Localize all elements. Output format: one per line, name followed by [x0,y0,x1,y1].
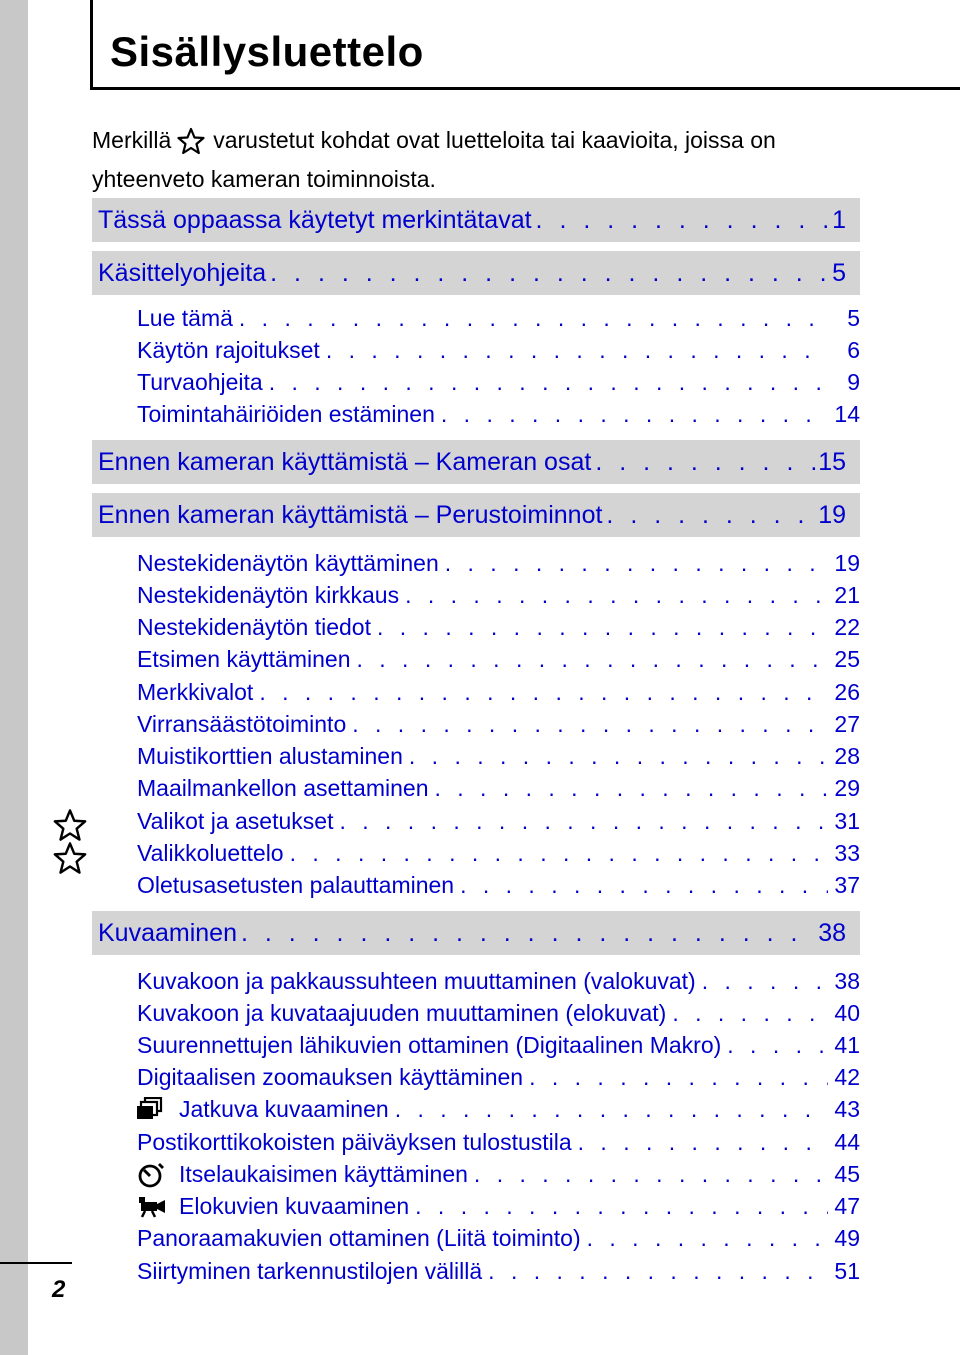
toc-page: 49 [834,1224,860,1251]
leader-dots [488,1258,828,1285]
star-outline-icon [177,127,205,163]
page-title: Sisällysluettelo [110,28,424,75]
toc-page: 44 [834,1128,860,1155]
toc-label: Merkkivalot [137,678,254,705]
leader-dots [415,1193,828,1220]
toc-page: 19 [818,500,846,529]
toc-label: Käytön rajoitukset [137,336,320,363]
toc-page: 28 [834,742,860,769]
leader-dots [529,1064,828,1091]
leader-dots [269,369,828,396]
toc-page: 42 [834,1063,860,1090]
toc-item[interactable] [137,579,860,611]
toc-label: Panoraamakuvien ottaminen (Liitä toiminto) [137,1224,581,1251]
toc-page: 43 [834,1095,860,1122]
toc-item[interactable] [137,676,860,708]
toc-page: 38 [818,918,846,947]
toc-page: 5 [847,304,860,331]
toc-label: Valikkoluettelo [137,839,284,866]
leader-dots [326,337,828,364]
toc-page: 47 [834,1192,860,1219]
leader-dots [239,305,828,332]
toc-label: Kuvakoon ja kuvataajuuden muuttaminen (elokuvat) [137,999,667,1026]
intro-text-end: varustetut kohdat ovat luetteloita tai kaavioita, joissa on yhteenveto kameran toiminnoista. [92,127,776,192]
continuous-shooting-icon [137,1097,167,1121]
toc-item[interactable] [137,1158,860,1190]
leader-dots [339,808,828,835]
toc-page: 26 [834,678,860,705]
leader-dots [587,1225,828,1252]
leader-dots [435,775,829,802]
leader-dots [702,968,828,995]
toc-label: Nestekidenäytön kirkkaus [137,581,400,608]
toc-item[interactable] [137,965,860,997]
leader-dots [356,646,828,673]
toc-item[interactable] [137,1061,860,1093]
toc-section-basic-operations[interactable] [92,493,860,537]
toc-label: Turvaohjeita [137,368,263,395]
toc-label: Ennen kameran käyttämistä – Perustoiminnot [98,500,603,529]
toc-page: 41 [834,1031,860,1058]
toc-page: 45 [834,1160,860,1187]
toc-item[interactable] [137,611,860,643]
toc-page: 51 [834,1257,860,1284]
toc-page: 27 [834,710,860,737]
toc-page: 1 [832,205,846,234]
toc-page: 33 [834,839,860,866]
toc-item[interactable] [137,1029,860,1061]
toc-page: 5 [832,258,846,287]
toc-section-camera-parts[interactable] [92,440,860,484]
leader-dots [474,1161,828,1188]
star-outline-icon [52,841,88,880]
toc-item[interactable] [137,1255,860,1287]
self-timer-icon [137,1162,167,1186]
leader-dots [259,679,828,706]
toc-item[interactable] [137,643,860,675]
toc-item[interactable] [137,302,860,334]
toc-item[interactable] [137,869,860,901]
leader-dots [352,711,828,738]
toc-item[interactable] [137,547,860,579]
toc-item[interactable] [137,1093,860,1125]
toc-label: Ennen kameran käyttämistä – Kameran osat [98,447,592,476]
toc-page: 37 [834,871,860,898]
toc-label: Etsimen käyttäminen [137,645,351,672]
toc-label: Suurennettujen lähikuvien ottaminen (Digitaalinen Makro) [137,1031,722,1058]
toc-item[interactable] [137,398,860,430]
toc-page: 21 [834,581,860,608]
toc-label: Maailmankellon asettaminen [137,774,429,801]
leader-dots [270,259,830,288]
leader-dots [377,614,828,641]
toc-section-handling[interactable] [92,251,860,295]
toc-page: 38 [834,967,860,994]
toc-label: Itselaukaisimen käyttäminen [179,1160,468,1187]
leader-dots [578,1129,828,1156]
toc-item[interactable] [137,805,860,837]
toc-label: Tässä oppaassa käytetyt merkintätavat [98,205,532,234]
page-number-rule [0,1262,72,1264]
leader-dots [606,501,816,530]
intro-text-start: Merkillä [92,127,172,153]
toc-label: Nestekidenäytön käyttäminen [137,549,439,576]
page-number: 2 [52,1276,66,1303]
leader-dots [445,550,828,577]
leader-dots [290,840,828,867]
leader-dots [241,919,816,948]
toc-label: Lue tämä [137,304,233,331]
leader-dots [460,872,828,899]
toc-item[interactable] [137,1190,860,1222]
toc-item[interactable] [137,1222,860,1254]
toc-label: Digitaalisen zoomauksen käyttäminen [137,1063,524,1090]
toc-page: 40 [834,999,860,1026]
toc-page: 22 [834,613,860,640]
toc-page: 19 [834,549,860,576]
leader-dots [536,206,831,235]
left-margin-strip [0,0,28,1355]
toc-label: Elokuvien kuvaaminen [179,1192,410,1219]
toc-item[interactable] [137,334,860,366]
toc-label: Muistikorttien alustaminen [137,742,403,769]
toc-label: Toimintahäiriöiden estäminen [137,400,435,427]
toc-item[interactable] [137,708,860,740]
toc-page: 31 [834,807,860,834]
movie-camera-icon [137,1194,167,1218]
toc-item[interactable] [137,1126,860,1158]
toc-label: Valikot ja asetukset [137,807,334,834]
toc-item[interactable] [137,772,860,804]
toc-label: Virransäästötoiminto [137,710,347,737]
toc-label: Postikorttikokoisten päiväyksen tulostustila [137,1128,572,1155]
toc-item[interactable] [137,740,860,772]
toc-label: Kuvaaminen [98,918,237,947]
leader-dots [395,1096,828,1123]
toc-item[interactable] [137,997,860,1029]
toc-label: Käsittelyohjeita [98,258,267,287]
toc-section-conventions[interactable] [92,198,860,242]
toc-page: 9 [847,368,860,395]
leader-dots [672,1000,828,1027]
leader-dots [441,401,828,428]
toc-page: 15 [818,447,846,476]
toc-page: 6 [847,336,860,363]
toc-section-shooting[interactable] [92,911,860,955]
leader-dots [727,1032,828,1059]
intro-paragraph [92,124,872,195]
leader-dots [595,448,816,477]
toc-item[interactable] [137,837,860,869]
toc-label: Jatkuva kuvaaminen [179,1095,389,1122]
toc-label: Oletusasetusten palauttaminen [137,871,455,898]
leader-dots [409,743,828,770]
toc-page: 25 [834,645,860,672]
toc-page: 29 [834,774,860,801]
toc-page: 14 [834,400,860,427]
toc-item[interactable] [137,366,860,398]
toc-label: Siirtyminen tarkennustilojen välillä [137,1257,483,1284]
leader-dots [405,582,828,609]
toc-label: Nestekidenäytön tiedot [137,613,371,640]
toc-label: Kuvakoon ja pakkaussuhteen muuttaminen (valokuvat) [137,967,696,994]
